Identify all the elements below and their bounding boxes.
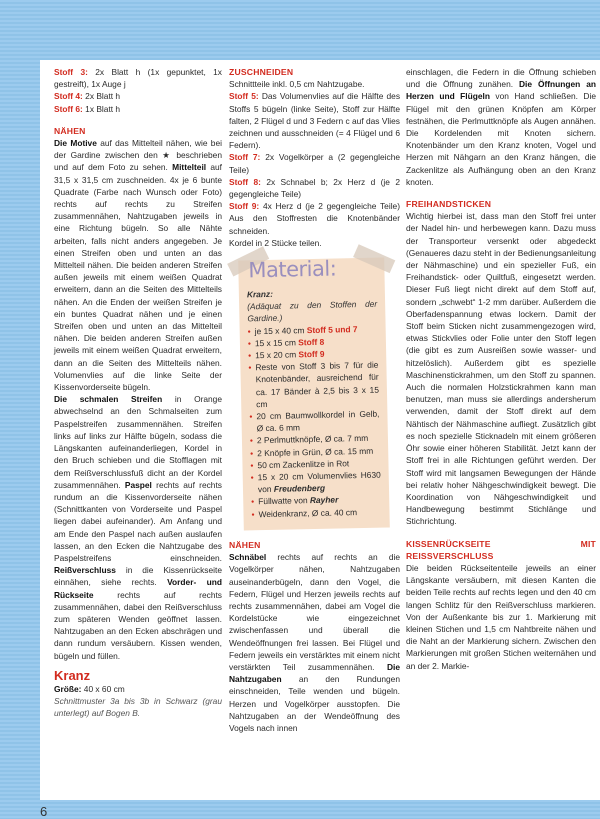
kranz-title: Kranz [54, 667, 91, 683]
material-item: • 15 x 20 cm Volumenvlies H630 von Freudenberg [251, 469, 381, 496]
material-item: • 2 Perlmuttknöpfe, Ø ca. 7 mm [250, 432, 380, 447]
material-item: • Weidenkranz, Ø ca. 40 cm [251, 505, 381, 520]
material-title: Material: [248, 256, 337, 283]
section-heading-kissenrueckseite: KISSENRÜCKSEITE MIT REISSVERSCHLUSS [406, 538, 596, 561]
section-heading-naehen: NÄHEN [54, 125, 86, 136]
paragraph-continued: einschlagen, die Federn in die Öffnung schieben und die Öffnung zunähen. Die Öffnungen an Herzen und Flügeln von Hand schließen. Die Flügel mit den grünen Knöpfen am Körper festnähen, die Perlmuttknöpfe als Augen annähen. Die Kordelenden mit Knoten sichern. Knotenbänder um den Kranz knoten, Vogel und Herzen mit Nähgarn an den Kranz hängen, die Zackenlitze als Aufhängung oben an den Kranz knoten. [406, 67, 597, 187]
kordel-line: Kordel in 2 Stücke teilen. [229, 237, 322, 248]
stoff6-line: Stoff 6: 1x Blatt h [54, 103, 121, 114]
column-left [54, 66, 222, 719]
groesse-line: Größe: 40 x 60 cm [54, 683, 125, 694]
section-heading-zuschneiden: ZUSCHNEIDEN [229, 67, 294, 77]
material-item: • 2 Knöpfe in Grün, Ø ca. 15 mm [250, 444, 380, 459]
column-right [406, 66, 596, 672]
stoff5-line: Stoff 5: Das Volumenvlies auf die Hälfte des Stoffs 5 bügeln (linke Seite), Stoff zur Hälfte falten, 2 Flügel d und 3 Federn c auf das Vlies zeichnen und ausschneiden (= 4 Flügel und 6 Federn). [229, 91, 401, 151]
material-box [238, 258, 390, 531]
stoff8-line: Stoff 8: 2x Schnabel b; 2x Herz d (je 2 gegengleiche Teile) [229, 176, 400, 200]
page-number: 6 [40, 804, 48, 819]
zuschneiden-intro: Schnittteile inkl. 0,5 cm Nahtzugabe. [229, 79, 365, 90]
material-list [248, 322, 382, 520]
material-subtitle: Kranz: [246, 288, 274, 300]
material-item: • 50 cm Zackenlitze in Rot [250, 457, 380, 472]
stoff4-line: Stoff 4: 2x Blatt h [54, 91, 121, 102]
stoff3-line: Stoff 3: 2x Blatt h (1x gepunktet, 1x gestreift), 1x Auge j [54, 67, 222, 90]
paragraph-streifen: Die schmalen Streifen in Orange abwechselnd an den Schmalseiten zum Paspelstreifen zusammennähen. Streifen links auf links zur Hälfte bügeln, sodass die Längskanten aufeinanderliegen, Kordel in den Bruch schieben und die Stofflagen mit dem Reißverschlussfuß dicht an der Kordel zusammennähen. Paspel rechts auf rechts rundum an die Kissenvorderseite nähen (Schnittkanten von Vorderseite und Paspel liegen dabei aufeinander). Am Anfang und am Ende den Paspel nach außen auslaufen lassen, an den Ecken die Nahtzugabe des Paspelstreifens einschneiden. Reißverschluss in die Kissenrückseite einnähen, siehe rechts. Vorder- und Rückseite rechts auf rechts zusammennähen, dabei den Reißverschluss zum späteren Wenden geöffnet lassen. Nahtzugaben an den Ecken abschrägen und dann rundum versäubern. Kissen wenden, bügeln und füllen. [54, 394, 222, 661]
column-middle [229, 66, 400, 734]
section-heading-freihandsticken: FREIHANDSTICKEN [406, 199, 492, 210]
material-item: • Füllwatte von Rayher [251, 493, 381, 508]
material-item: • Reste von Stoff 3 bis 7 für die Knotenbänder, ausreichend für ca. 17 Bänder à 2,5 bis 3 x 15 cm [248, 359, 379, 411]
paragraph-kissenrueckseite: Die beiden Rückseitenteile jeweils an einer Längskante versäubern, mit diesen Kanten die beiden Teile rechts auf rechts legen und den 40 cm langen Schlitz für den Reißverschluss markieren. Von der Außenkante bis zur 1. Markierung mit kleinen Stichen und 1,5 cm Nahtbreite nähen und die Naht an der Markierung sichern. Zwischen den Markierungen mit großen Stichen weiternähen und an der 2. Markie- [406, 562, 596, 671]
section-heading-naehen-2: NÄHEN [229, 539, 261, 550]
watermark: PassionForum.ru [513, 785, 594, 796]
page [40, 60, 600, 819]
stoff9-line: Stoff 9: 4x Herz d (je 2 gegengleiche Teile) Aus den Stoffresten die Knotenbänder schneiden. [229, 201, 401, 236]
paragraph-motive: Die Motive auf das Mittelteil nähen, wie bei der Gardine zwischen den ★ beschrieben und auf dem Foto zu sehen. Mittelteil auf 31,5 x 31,5 cm zuschneiden. 4x je 6 bunte Quadrate (Farbe nach Wunsch oder Foto) rechts auf rechts zu Streifen zusammennähen, Nahtzugaben jeweils in eine Richtung bügeln. So alle Nähte arbeiten, falls nicht anders angegeben. Je einen Streifen oben und unten an das Mittelteil nähen. Die beiden anderen Streifen außen jeweils mit einem weißen Quadrat erweitern, dann an die Seiten des Mittelteils nähen. An die Enden der weißen Streifen je ein buntes Quadrat nähen und je einen Streifen oben und unten an das Mittelteil nähen. Die beiden anderen Streifen außen jeweils mit einem weißen Quadrat erweitern, dann an die Seiten des Mittelteils nähen. Volumenvlies auf die linke Seite der Kissenvorderseite bügeln. [54, 138, 222, 393]
paragraph-schnaebel: Schnäbel rechts auf rechts an die Vogelkörper nähen, Nahtzugaben auseinanderbügeln, dann den Vogel, die Federn, Flügel und Herzen jeweils rechts auf rechts zusammennähen, dabei am Vogel die Kordelstücke wie eingezeichnet zwischenfassen und überall die Wendeöffnungen frei lassen. Bei Flügel und Federn jeweils ein verstärktes mit einem nicht verstärkten Teil zusammennähen. Die Nahtzugaben an den Rundungen einschneiden, Teile wenden und bügeln. Herzen und Vogelkörper ausstopfen. Die Nahtzugaben an der Wendeöffnung des Vogels nach innen [229, 552, 400, 733]
material-item: • 15 x 15 cm Stoff 8 [248, 335, 378, 350]
paragraph-freihandsticken: Wichtig hierbei ist, dass man den Stoff frei unter der Nadel hin- und herbewegen kann. Dazu muss der Transporteur versenkt oder abgedeckt (Genaueres dazu steht in der Bedienungsanleitung der Nähmaschine) und ein spezieller Fuß, ein Freihandstick- oder Quiltfuß, eingesetzt werden. Dieser Fuß liegt nicht direkt auf dem Stoff auf, sondern „schwebt“ 1-2 mm darüber. Außerdem die Oberfadenspannung etwas lockern. Damit der Stoff beim Sticken nicht zusammengezogen wird, etwas Stickvlies oder Folie unter den Stoff legen (die gibt es zum Ausreißen sowie wasser- und hitzelöslich). Außerdem gibt es spezielle Maschinenstickrahmen, um den Stoff zu spannen. Auch die normalen Holzstickrahmen kann man benutzen, man muss sie allerdings andersherum verwenden, damit der Stoff direkt auf dem Nähtisch der Nähmaschine aufliegt. Zusätzlich gibt es noch spezielle Sticknadeln mit einem größeren Öhr sowie einer höheren Stabilität. Jetzt kann der Stoff frei in alle Richtungen geführt werden. Der Stoff wird mit langsamen Bewegungen der Hände bei relativ hoher Nähgeschwindigkeit bewegt. Die Koordination von Nähgeschwindigkeit und Handbewegung bestimmt Stichlänge und Stichrichtung. [406, 211, 596, 527]
material-intro: (Adäquat zu den Stoffen der Gardine.) [247, 298, 378, 324]
stoff7-line: Stoff 7: 2x Vogelkörper a (2 gegengleiche Teile) [229, 152, 401, 175]
material-item: • 15 x 20 cm Stoff 9 [248, 347, 378, 362]
material-item: • je 15 x 40 cm Stoff 5 und 7 [248, 322, 378, 337]
material-item: • 20 cm Baumwollkordel in Gelb, Ø ca. 6 mm [249, 408, 379, 435]
schnittmuster-note: Schnittmuster 3a bis 3b in Schwarz (grau unterlegt) auf Bogen B. [54, 695, 222, 719]
